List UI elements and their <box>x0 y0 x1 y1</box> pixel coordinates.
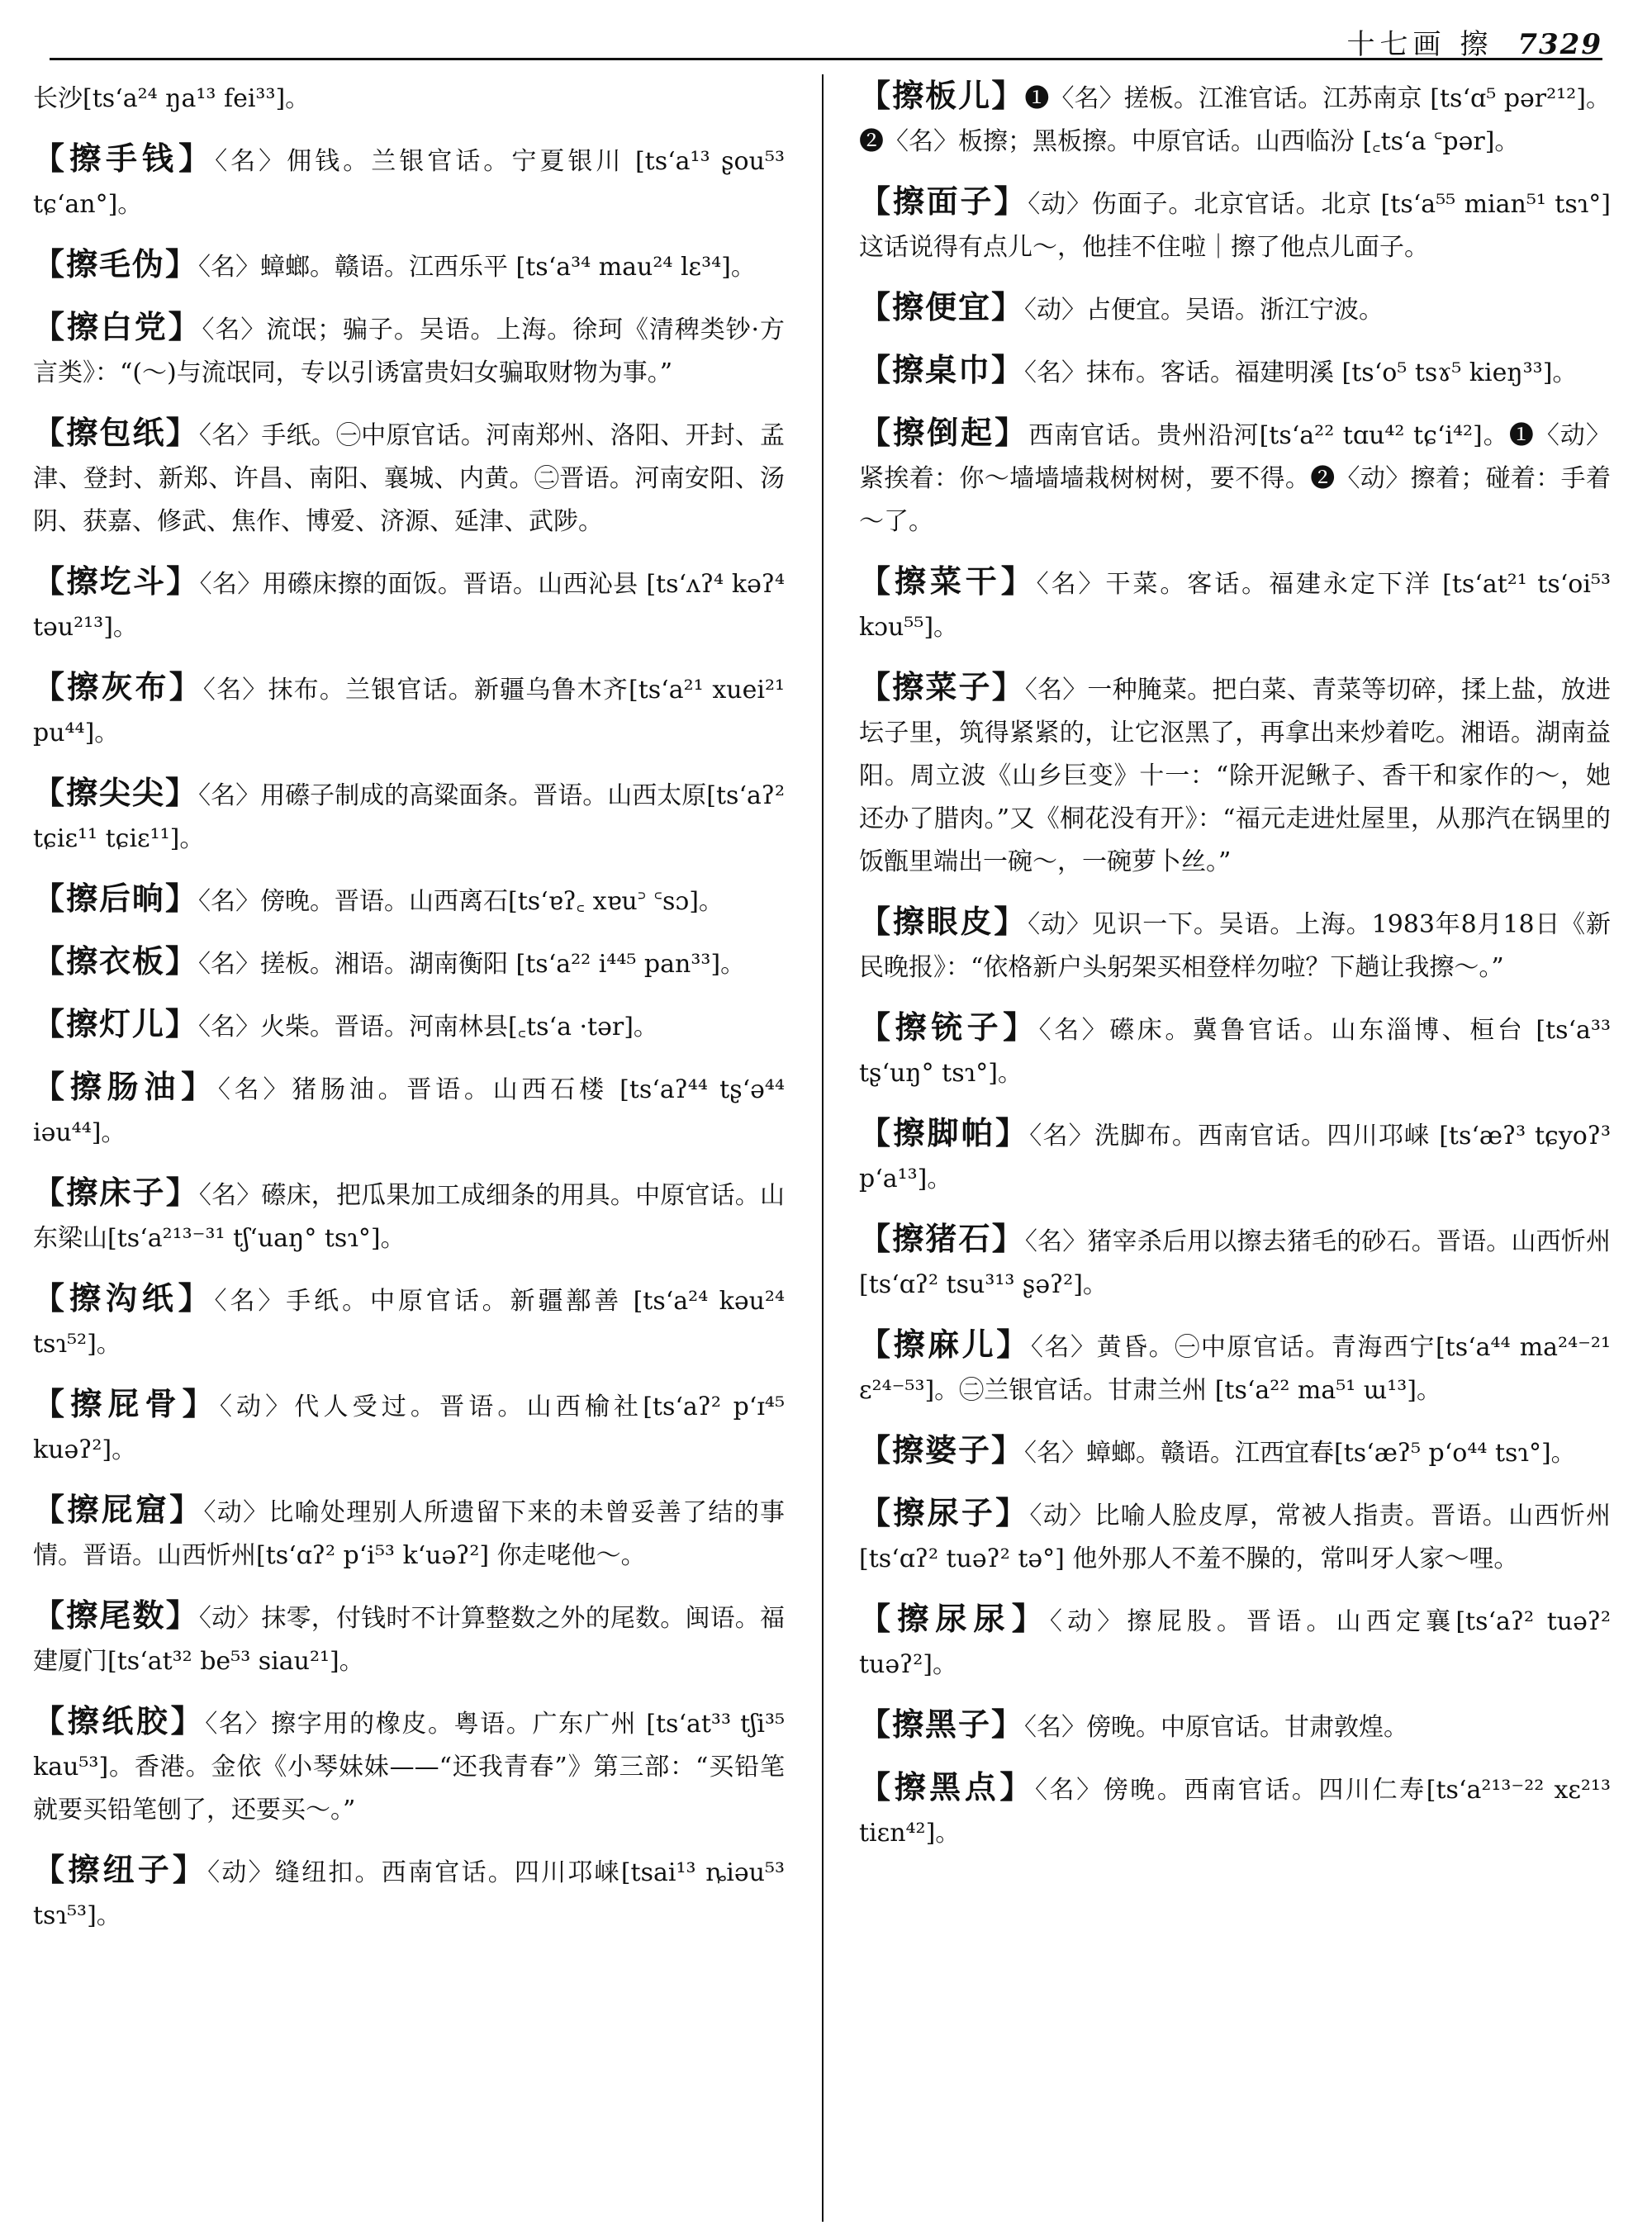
entry-text: 〈名〉蟑螂。赣语。江西宜春[tsʻæʔ⁵ pʻo⁴⁴ tsɿ°]。 <box>1024 1439 1576 1468</box>
headword: 【擦黑点】 <box>859 1769 1035 1805</box>
headword: 【擦灰布】 <box>33 669 203 705</box>
headword: 【擦铳子】 <box>859 1009 1039 1046</box>
entry-text: 〈动〉抹零，付钱时不计算整数之外的尾数。闽语。福建厦门[tsʻat³² be⁵³ siau²¹]。 <box>33 1604 785 1676</box>
dictionary-entry <box>859 560 1611 649</box>
headword: 【擦便宜】 <box>859 289 1025 325</box>
headword: 【擦猪石】 <box>859 1221 1025 1257</box>
dictionary-entry <box>33 137 785 226</box>
headword: 【擦沟纸】 <box>33 1280 215 1317</box>
headword: 【擦灯儿】 <box>33 1006 199 1042</box>
entry-text: 〈动〉代人受过。晋语。山西榆社[tsʻaʔ² pʻɪ⁴⁵ kuəʔ²]。 <box>33 1393 785 1464</box>
headword: 【擦圪斗】 <box>33 563 200 600</box>
headword: 【擦尿子】 <box>859 1495 1030 1531</box>
dictionary-entry <box>859 1597 1611 1687</box>
headword: 【擦脚帕】 <box>859 1115 1030 1151</box>
entry-text: 〈名〉傍晚。晋语。山西离石[tsʻɐʔ꜀ xɐu꜄ ꜂sɔ]。 <box>198 887 724 916</box>
headword: 【擦倒起】 <box>859 415 1029 451</box>
headword: 【擦眼皮】 <box>859 904 1028 940</box>
dictionary-entry <box>859 1492 1611 1581</box>
dictionary-entry <box>33 74 785 121</box>
dictionary-entry <box>859 180 1611 269</box>
headword: 【擦肠油】 <box>33 1069 218 1105</box>
headword: 【擦桌巾】 <box>859 352 1025 388</box>
dictionary-entry <box>859 1429 1611 1475</box>
headword: 【擦白党】 <box>33 309 202 345</box>
dictionary-entry <box>33 1003 785 1049</box>
entry-text: 〈名〉抹布。兰银官话。新疆乌鲁木齐[tsʻa²¹ xuei²¹ pu⁴⁴]。 <box>33 676 785 747</box>
dictionary-entry <box>859 1217 1611 1307</box>
dictionary-entry <box>859 900 1611 989</box>
entry-text: 〈名〉手纸。中原官话。新疆鄯善 [tsʻa²⁴ kəu²⁴ tsɿ⁵²]。 <box>33 1287 785 1359</box>
dictionary-entry <box>33 1383 785 1472</box>
headword: 【擦尾数】 <box>33 1597 199 1634</box>
dictionary-entry <box>33 1065 785 1155</box>
entry-text: 〈名〉手纸。㊀中原官话。河南郑州、洛阳、开封、孟津、登封、新郑、许昌、南阳、襄城、内黄。㊁晋语。河南安阳、汤阴、获嘉、修武、焦作、博爱、济源、延津、武陟。 <box>33 421 785 536</box>
headword: 【擦麻儿】 <box>859 1326 1031 1363</box>
dictionary-entry <box>859 411 1611 543</box>
dictionary-entry <box>859 1703 1611 1749</box>
entry-text: 〈动〉缝纽扣。西南官话。四川邛崃[tsai¹³ ȵiəu⁵³ tsɿ⁵³]。 <box>33 1858 785 1930</box>
headword: 【擦面子】 <box>859 183 1028 220</box>
headword: 【擦黑子】 <box>859 1706 1025 1743</box>
dictionary-entry <box>859 349 1611 395</box>
headword: 【擦毛伪】 <box>33 246 199 282</box>
dictionary-entry <box>33 560 785 649</box>
dictionary-entry <box>859 666 1611 884</box>
dictionary-entry <box>33 1171 785 1260</box>
headword: 【擦衣板】 <box>33 943 199 980</box>
entry-text: 〈名〉猪肠油。晋语。山西石楼 [tsʻaʔ⁴⁴ tʂʻə⁴⁴ iəu⁴⁴]。 <box>33 1075 785 1147</box>
headword: 【擦菜干】 <box>859 563 1037 600</box>
entry-text: 〈名〉黄昏。㊀中原官话。青海西宁[tsʻa⁴⁴ ma²⁴⁻²¹ ɛ²⁴⁻⁵³]。㊁兰银官话。甘肃兰州 [tsʻa²² ma⁵¹ ɯ¹³]。 <box>859 1333 1611 1405</box>
headword: 【擦板儿】 <box>859 78 1025 114</box>
headword: 【擦菜子】 <box>859 669 1025 705</box>
entry-text: 〈动〉擦屁股。晋语。山西定襄[tsʻaʔ² tuəʔ² tuəʔ²]。 <box>859 1607 1611 1679</box>
entry-text: 〈名〉流氓；骗子。吴语。上海。徐珂《清稗类钞·方言类》：“(～)与流氓同，专以引诱富贵妇女骗取财物为事。” <box>33 316 785 387</box>
entry-text: 〈名〉用礤床擦的面饭。晋语。山西沁县 [tsʻʌʔ⁴ kəʔ⁴ təu²¹³]。 <box>33 570 785 642</box>
headword: 【擦婆子】 <box>859 1432 1025 1468</box>
headword: 【擦尖尖】 <box>33 775 199 811</box>
dictionary-entry <box>859 286 1611 332</box>
section-title: 十七画 擦 <box>1346 28 1493 61</box>
dictionary-entry <box>859 1323 1611 1412</box>
headword: 【擦屁骨】 <box>33 1386 220 1422</box>
dictionary-entry <box>33 1594 785 1683</box>
entry-text: 〈名〉佣钱。兰银官话。宁夏银川 [tsʻa¹³ ʂou⁵³ tɕʻan°]。 <box>33 147 785 219</box>
entry-text: 〈动〉伤面子。北京官话。北京 [tsʻa⁵⁵ mian⁵¹ tsɿ°] 这话说得有点儿～，他挂不住啦｜擦了他点儿面子。 <box>859 190 1611 262</box>
entry-text: 〈动〉见识一下。吴语。上海。1983年8月18日《新民晚报》：“依格新户头躬架买相登样勿啦？下趟让我擦～。” <box>859 910 1611 982</box>
right-column <box>859 74 1611 1872</box>
entry-text: 〈动〉比喻处理别人所遗留下来的未曾妥善了结的事情。晋语。山西忻州[tsʻɑʔ² pʻi⁵³ kʻuəʔ²] 你走咾他～。 <box>33 1498 785 1570</box>
dictionary-entry <box>33 243 785 289</box>
headword: 【擦后晌】 <box>33 880 199 917</box>
entry-text: 〈名〉火柴。晋语。河南林县[꜀tsʻa ·tər]。 <box>198 1013 658 1041</box>
dictionary-entry <box>33 940 785 986</box>
entry-text: 〈名〉猪宰杀后用以擦去猪毛的砂石。晋语。山西忻州[tsʻɑʔ² tsu³¹³ ʂəʔ²]。 <box>859 1227 1611 1299</box>
dictionary-entry <box>33 411 785 543</box>
dictionary-entry <box>859 74 1611 164</box>
dictionary-entry <box>859 1766 1611 1855</box>
dictionary-entry <box>33 306 785 395</box>
entry-text: 〈名〉蟑螂。赣语。江西乐平 [tsʻa³⁴ mau²⁴ lɛ³⁴]。 <box>198 253 756 282</box>
headword: 【擦手钱】 <box>33 140 216 177</box>
headword: 【擦纽子】 <box>33 1852 208 1888</box>
page-header <box>50 17 1602 60</box>
entry-text: 西南官话。贵州沿河[tsʻa²² tɑu⁴² tɕʻi⁴²]。❶〈动〉紧挨着：你～墙墙墙栽树树树，要不得。❷〈动〉擦着；碰着：手着～了。 <box>859 421 1611 536</box>
page-number: 7329 <box>1517 28 1602 61</box>
entry-text: 〈名〉傍晚。中原官话。甘肃敦煌。 <box>1024 1713 1409 1742</box>
dictionary-entry <box>859 1006 1611 1095</box>
headword: 【擦屁窟】 <box>33 1492 204 1528</box>
dictionary-entry <box>33 1488 785 1578</box>
entry-text: 〈动〉比喻人脸皮厚，常被人指责。晋语。山西忻州[tsʻɑʔ² tuəʔ² tə°] 他外那人不羞不臊的，常叫牙人家～哩。 <box>859 1502 1611 1573</box>
dictionary-entry <box>859 1112 1611 1201</box>
dictionary-entry <box>33 1700 785 1832</box>
dictionary-entry <box>33 1277 785 1366</box>
entry-text: 〈名〉一种腌菜。把白菜、青菜等切碎，揉上盐，放进坛子里，筑得紧紧的，让它沤黑了，再拿出来炒着吃。湘语。湖南益阳。周立波《山乡巨变》十一：“除开泥鳅子、香干和家作的～，她还办了腊肉。”又《桐花没有开》：“福元走进灶屋里，从那汽在锅里的饭甑里端出一碗～，一碗萝卜丝。” <box>859 676 1611 876</box>
entry-text: 〈名〉干菜。客话。福建永定下洋 [tsʻat²¹ tsʻoi⁵³ kɔu⁵⁵]。 <box>859 570 1611 642</box>
entry-text: 〈动〉占便宜。吴语。浙江宁波。 <box>1024 296 1384 325</box>
entry-text: 〈名〉洗脚布。西南官话。四川邛崃 [tsʻæʔ³ tɕyoʔ³ pʻa¹³]。 <box>859 1122 1611 1193</box>
running-head <box>1347 21 1602 62</box>
dictionary-entry <box>33 771 785 861</box>
column-divider <box>822 74 824 2222</box>
left-column <box>33 74 785 1954</box>
entry-text: 〈名〉用礤子制成的高粱面条。晋语。山西太原[tsʻaʔ² tɕiɛ¹¹ tɕiɛ¹¹]。 <box>33 781 785 853</box>
entry-text: 〈名〉搓板。湘语。湖南衡阳 [tsʻa²² i⁴⁴⁵ pan³³]。 <box>198 950 746 979</box>
dictionary-entry <box>33 666 785 755</box>
dictionary-entry <box>33 877 785 923</box>
entry-text: 〈名〉抹布。客话。福建明溪 [tsʻo⁵ tsɤ⁵ kieŋ³³]。 <box>1024 358 1578 387</box>
entry-text: 长沙[tsʻa²⁴ ŋa¹³ fei³³]。 <box>33 84 311 113</box>
entry-text: 〈名〉礤床，把瓜果加工成细条的用具。中原官话。山东梁山[tsʻa²¹³⁻³¹ tʃʻuaŋ° tsɿ°]。 <box>33 1181 785 1253</box>
entry-text: 〈名〉傍晚。西南官话。四川仁寿[tsʻa²¹³⁻²² xɛ²¹³ tiɛn⁴²]。 <box>859 1776 1611 1848</box>
headword: 【擦床子】 <box>33 1174 199 1211</box>
headword: 【擦包纸】 <box>33 415 199 451</box>
entry-text: 〈名〉擦字用的橡皮。粤语。广东广州 [tsʻat³³ tʃi³⁵ kau⁵³]。香港。金依《小琴妹妹——“还我青春”》第三部：“买铅笔就要买铅笔刨了，还要买～。” <box>33 1710 785 1824</box>
entry-text: ❶〈名〉搓板。江淮官话。江苏南京 [tsʻɑ⁵ pər²¹²]。❷〈名〉板擦；黑板擦。中原官话。山西临汾 [꜀tsʻa ꜂pər]。 <box>859 84 1611 156</box>
headword: 【擦尿尿】 <box>859 1601 1050 1637</box>
headword: 【擦纸胶】 <box>33 1703 206 1739</box>
dictionary-entry <box>33 1848 785 1938</box>
entry-text: 〈名〉礤床。冀鲁官话。山东淄博、桓台 [tsʻa³³ tʂʻuŋ° tsɿ°]。 <box>859 1016 1611 1088</box>
